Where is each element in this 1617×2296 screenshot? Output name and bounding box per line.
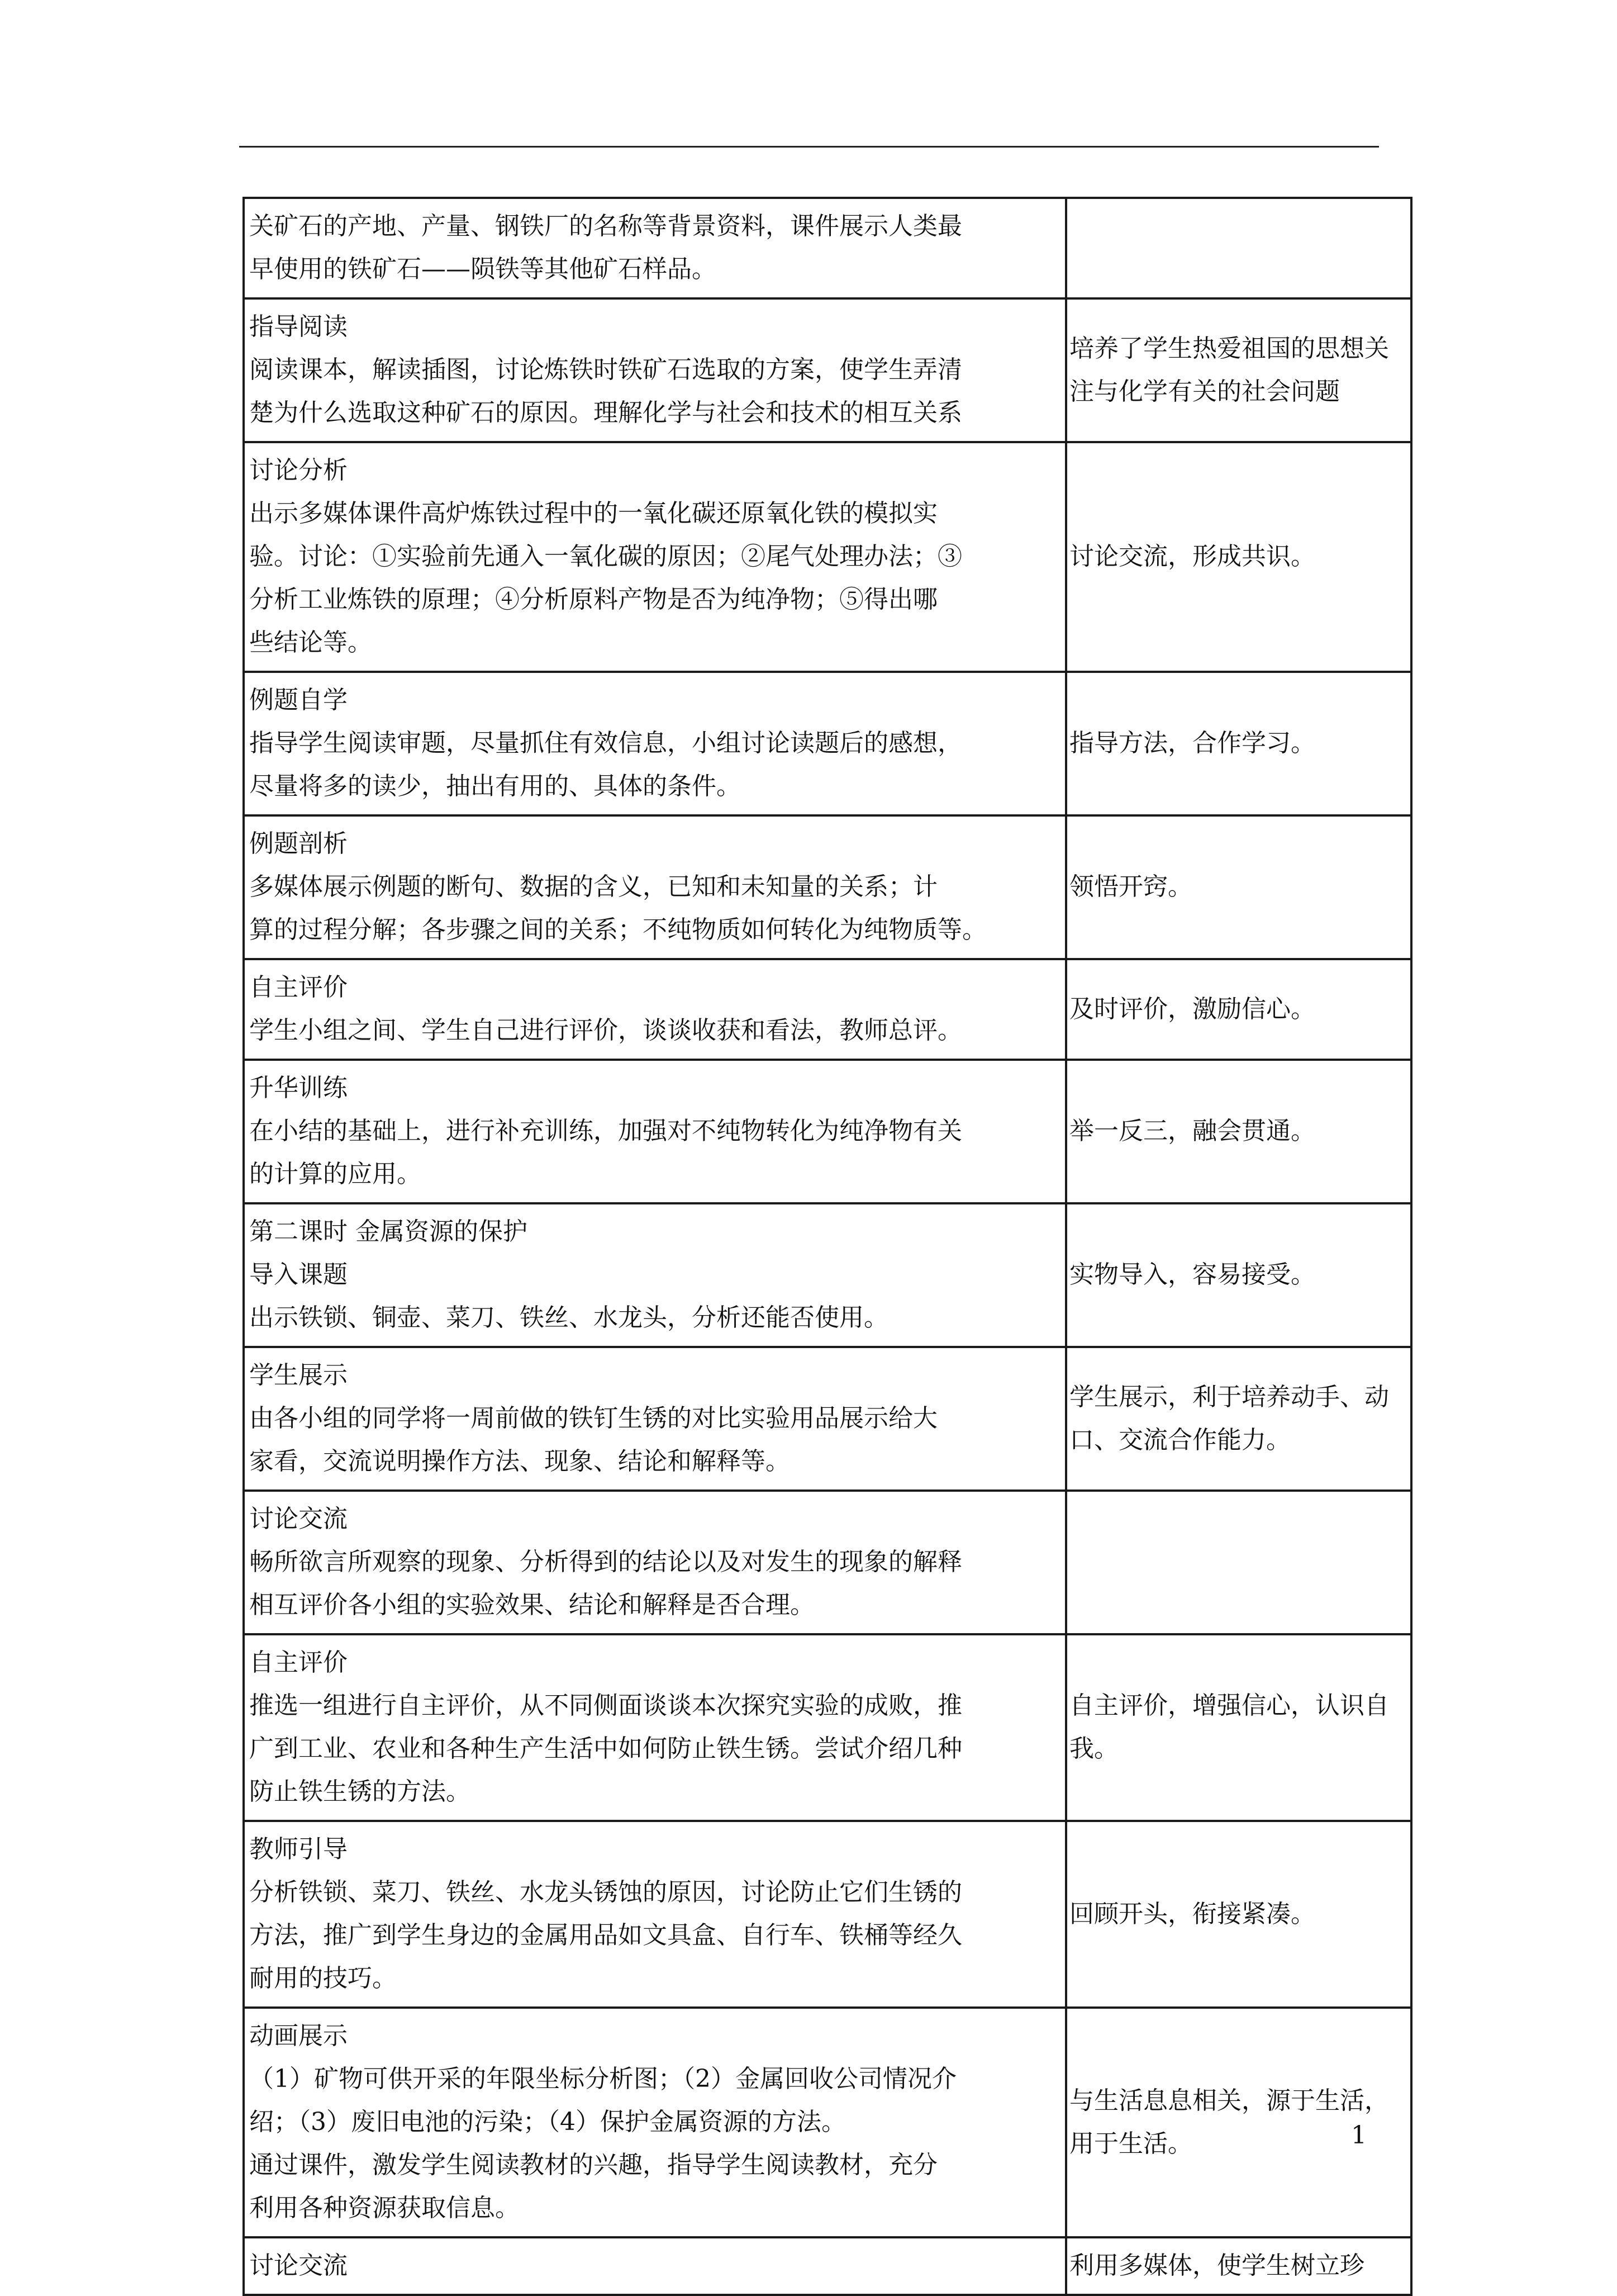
table-row bbox=[244, 815, 1411, 959]
activity-cell bbox=[244, 298, 1066, 442]
activity-heading: 例题自学 bbox=[249, 686, 348, 714]
activity-text-line: 在小结的基础上，进行补充训练，加强对不纯物转化为纯净物有关 bbox=[249, 1117, 962, 1145]
activity-text-line: 分析铁锁、菜刀、铁丝、水龙头锈蚀的原因，讨论防止它们生锈的 bbox=[249, 1878, 962, 1906]
activity-text-line: 方法，推广到学生身边的金属用品如文具盒、自行车、铁桶等经久 bbox=[249, 1921, 962, 1949]
activity-cell bbox=[244, 1634, 1066, 1821]
table-row bbox=[244, 1347, 1411, 1491]
activity-heading: 自主评价 bbox=[249, 973, 348, 1002]
activity-text-line: （1）矿物可供开采的年限坐标分析图；（2）金属回收公司情况介 bbox=[249, 2065, 957, 2093]
activity-text-line: 导入课题 bbox=[249, 1260, 348, 1289]
activity-text-line: 尽量将多的读少，抽出有用的、具体的条件。 bbox=[249, 772, 741, 800]
activity-heading: 教师引导 bbox=[249, 1835, 348, 1863]
activity-text-line: 通过课件，激发学生阅读教材的兴趣，指导学生阅读教材，充分 bbox=[249, 2151, 938, 2179]
activity-cell bbox=[244, 672, 1066, 815]
table-row bbox=[244, 672, 1411, 815]
activity-heading: 讨论交流 bbox=[249, 2251, 348, 2280]
note-cell: 领悟开窍。 bbox=[1066, 815, 1411, 959]
note-cell: 讨论交流，形成共识。 bbox=[1066, 442, 1411, 672]
table-row bbox=[244, 1634, 1411, 1821]
activity-text-line: 推选一组进行自主评价，从不同侧面谈谈本次探究实验的成败，推 bbox=[249, 1691, 962, 1720]
activity-text-line: 耐用的技巧。 bbox=[249, 1964, 397, 1993]
activity-cell bbox=[244, 1347, 1066, 1491]
activity-heading: 讨论分析 bbox=[249, 456, 348, 485]
activity-text-line: 多媒体展示例题的断句、数据的含义，已知和未知量的关系；计 bbox=[249, 872, 938, 901]
table-row bbox=[244, 2008, 1411, 2237]
activity-text-line: 指导学生阅读审题，尽量抓住有效信息，小组讨论读题后的感想， bbox=[249, 729, 962, 757]
activity-cell bbox=[244, 1203, 1066, 1347]
note-cell: 自主评价，增强信心，认识自我。 bbox=[1066, 1634, 1411, 1821]
note-cell: 举一反三，融会贯通。 bbox=[1066, 1060, 1411, 1203]
note-cell: 及时评价，激励信心。 bbox=[1066, 959, 1411, 1060]
lesson-plan-table bbox=[242, 197, 1413, 2296]
activity-cell bbox=[244, 1821, 1066, 2008]
table-row bbox=[244, 959, 1411, 1060]
activity-text-line: 学生小组之间、学生自己进行评价，谈谈收获和看法，教师总评。 bbox=[249, 1016, 962, 1045]
activity-text-line: 阅读课本，解读插图，讨论炼铁时铁矿石选取的方案，使学生弄清 bbox=[249, 355, 962, 384]
note-cell: 指导方法，合作学习。 bbox=[1066, 672, 1411, 815]
table-row bbox=[244, 298, 1411, 442]
activity-heading: 动画展示 bbox=[249, 2022, 348, 2050]
activity-text-line: 早使用的铁矿石——陨铁等其他矿石样品。 bbox=[249, 255, 716, 283]
activity-heading: 第二课时 金属资源的保护 bbox=[249, 1217, 527, 1246]
activity-heading: 学生展示 bbox=[249, 1361, 348, 1389]
activity-cell bbox=[244, 198, 1066, 298]
header-rule bbox=[239, 146, 1379, 148]
table-body bbox=[244, 198, 1411, 2295]
activity-text-line: 家看，交流说明操作方法、现象、结论和解释等。 bbox=[249, 1447, 790, 1476]
table-row bbox=[244, 1491, 1411, 1634]
activity-text-line: 分析工业炼铁的原理；④分析原料产物是否为纯净物；⑤得出哪 bbox=[249, 585, 938, 614]
note-cell: 学生展示，利于培养动手、动口、交流合作能力。 bbox=[1066, 1347, 1411, 1491]
note-cell: 培养了学生热爱祖国的思想关注与化学有关的社会问题 bbox=[1066, 298, 1411, 442]
note-cell: 利用多媒体，使学生树立珍 bbox=[1066, 2237, 1411, 2295]
activity-heading: 指导阅读 bbox=[249, 312, 348, 341]
page-number: 1 bbox=[1351, 2121, 1367, 2150]
activity-heading: 升华训练 bbox=[249, 1074, 348, 1102]
note-cell: 回顾开头，衔接紧凑。 bbox=[1066, 1821, 1411, 2008]
activity-heading: 例题剖析 bbox=[249, 829, 348, 858]
activity-text-line: 的计算的应用。 bbox=[249, 1160, 421, 1188]
note-cell bbox=[1066, 198, 1411, 298]
activity-cell bbox=[244, 815, 1066, 959]
activity-cell bbox=[244, 959, 1066, 1060]
table-row bbox=[244, 198, 1411, 298]
activity-heading: 自主评价 bbox=[249, 1648, 348, 1677]
activity-heading: 关矿石的产地、产量、钢铁厂的名称等背景资料，课件展示人类最 bbox=[249, 212, 962, 240]
note-cell: 与生活息息相关，源于生活，用于生活。 bbox=[1066, 2008, 1411, 2237]
activity-text-line: 楚为什么选取这种矿石的原因。理解化学与社会和技术的相互关系 bbox=[249, 399, 962, 427]
note-cell bbox=[1066, 1491, 1411, 1634]
activity-text-line: 算的过程分解；各步骤之间的关系；不纯物质如何转化为纯物质等。 bbox=[249, 915, 987, 944]
note-cell: 实物导入，容易接受。 bbox=[1066, 1203, 1411, 1347]
activity-text-line: 验。讨论：①实验前先通入一氧化碳的原因；②尾气处理办法；③ bbox=[249, 542, 962, 571]
activity-cell bbox=[244, 2237, 1066, 2295]
table-row bbox=[244, 2237, 1411, 2295]
activity-cell bbox=[244, 1491, 1066, 1634]
activity-text-line: 出示多媒体课件高炉炼铁过程中的一氧化碳还原氧化铁的模拟实 bbox=[249, 499, 938, 528]
activity-text-line: 绍；（3）废旧电池的污染；（4）保护金属资源的方法。 bbox=[249, 2108, 846, 2136]
activity-cell bbox=[244, 2008, 1066, 2237]
activity-text-line: 相互评价各小组的实验效果、结论和解释是否合理。 bbox=[249, 1591, 815, 1619]
activity-text-line: 畅所欲言所观察的现象、分析得到的结论以及对发生的现象的解释 bbox=[249, 1548, 962, 1576]
activity-text-line: 广到工业、农业和各种生产生活中如何防止铁生锈。尝试介绍几种 bbox=[249, 1734, 962, 1763]
activity-text-line: 防止铁生锈的方法。 bbox=[249, 1777, 470, 1806]
table-row bbox=[244, 1821, 1411, 2008]
activity-text-line: 由各小组的同学将一周前做的铁钉生锈的对比实验用品展示给大 bbox=[249, 1404, 938, 1432]
activity-text-line: 些结论等。 bbox=[249, 628, 372, 657]
table-row bbox=[244, 1060, 1411, 1203]
activity-cell bbox=[244, 442, 1066, 672]
table-row bbox=[244, 1203, 1411, 1347]
activity-heading: 讨论交流 bbox=[249, 1505, 348, 1533]
table-row bbox=[244, 442, 1411, 672]
activity-text-line: 利用各种资源获取信息。 bbox=[249, 2194, 520, 2222]
activity-text-line: 出示铁锁、铜壶、菜刀、铁丝、水龙头，分析还能否使用。 bbox=[249, 1303, 888, 1332]
activity-cell bbox=[244, 1060, 1066, 1203]
